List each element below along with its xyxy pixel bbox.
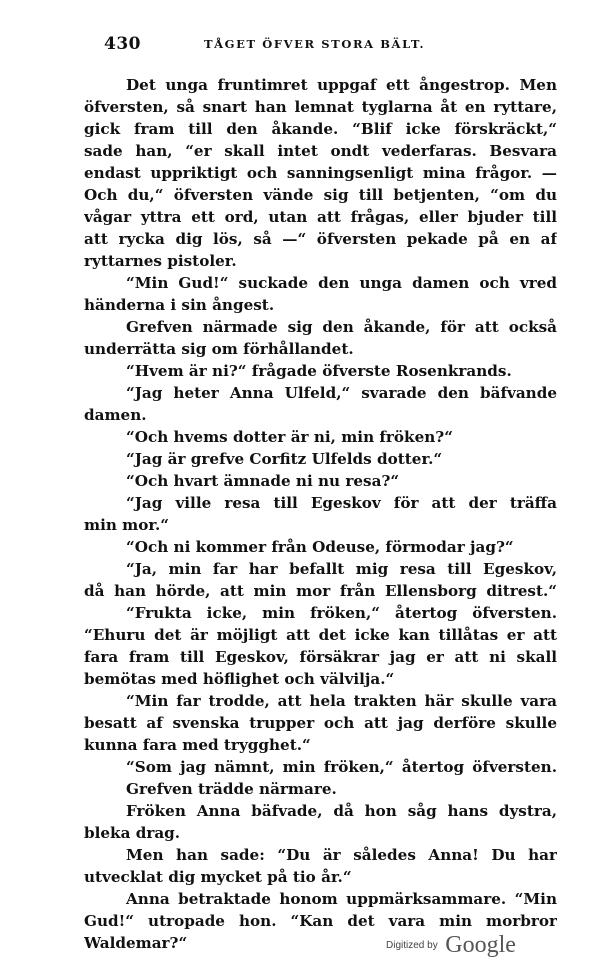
text-line: Fröken Anna bäfvade, då hon såg hans dystra,: [126, 802, 557, 820]
page-number: 430: [104, 34, 141, 54]
text-line: utvecklat dig mycket på tio år.“: [84, 868, 352, 886]
text-line: bemötas med höflighet och välvilja.“: [84, 670, 395, 688]
text-line: Grefven närmade sig den åkande, för att också: [126, 318, 557, 336]
text-line: händerna i sin ångest.: [84, 296, 275, 314]
google-logo: Google: [445, 932, 516, 958]
text-line: “Och hvems dotter är ni, min fröken?“: [126, 428, 453, 446]
text-line: sade han, “er skall intet ondt vederfaras. Besvara: [84, 142, 557, 160]
digitized-by-label: Digitized by: [386, 940, 438, 951]
text-line: ryttarnes pistoler.: [84, 252, 237, 270]
running-title: TÅGET ÖFVER STORA BÄLT.: [204, 37, 426, 51]
text-line: bleka drag.: [84, 824, 181, 842]
text-line: endast uppriktigt och sanningsenligt mina frågor. —: [84, 164, 557, 182]
text-line: kunna fara med trygghet.“: [84, 736, 311, 754]
text-line: “Jag ville resa till Egeskov för att der träffa: [126, 494, 557, 512]
text-line: Grefven trädde närmare.: [126, 780, 337, 798]
digitized-footer: [386, 932, 516, 962]
page-header: [84, 34, 556, 56]
text-line: vågar yttra ett ord, utan att frågas, eller bjuder till: [84, 208, 557, 226]
text-line: “Hvem är ni?“ frågade öfverste Rosenkrands.: [126, 362, 512, 380]
text-line: “Min Gud!“ suckade den unga damen och vred: [126, 274, 557, 292]
text-line: “Min far trodde, att hela trakten här skulle vara: [126, 692, 557, 710]
text-line: gick fram till den åkande. “Blif icke förskräckt,“: [84, 120, 557, 138]
text-line: besatt af svenska trupper och att jag derföre skulle: [84, 714, 557, 732]
text-line: Men han sade: “Du är således Anna! Du har: [126, 846, 557, 864]
text-line: underrätta sig om förhållandet.: [84, 340, 354, 358]
text-line: att rycka dig lös, så —“ öfversten pekade på en af: [84, 230, 557, 248]
text-line: Och du,“ öfversten vände sig till betjenten, “om du: [84, 186, 557, 204]
body-text: [84, 74, 557, 954]
text-line: “Jag är grefve Corfitz Ulfelds dotter.“: [126, 450, 443, 468]
text-line: “Som jag nämnt, min fröken,“ återtog öfversten.: [126, 758, 557, 776]
text-line: Anna betraktade honom uppmärksammare. “Min: [126, 890, 557, 908]
text-line: “Ja, min far har befallt mig resa till Egeskov,: [126, 560, 557, 578]
text-line: öfversten, så snart han lemnat tyglarna åt en ryttare,: [84, 98, 557, 116]
text-line: fara fram till Egeskov, försäkrar jag er att ni skall: [84, 648, 557, 666]
text-line: “Frukta icke, min fröken,“ återtog öfversten.: [126, 604, 557, 622]
text-line: “Ehuru det är möjligt att det icke kan tillåtas er att: [84, 626, 557, 644]
text-line: “Och ni kommer från Odeuse, förmodar jag?“: [126, 538, 514, 556]
text-line: damen.: [84, 406, 147, 424]
text-line: Gud!“ utropade hon. “Kan det vara min morbror: [84, 912, 557, 930]
text-line: då han hörde, att min mor från Ellensborg ditrest.“: [84, 582, 557, 600]
text-line: min mor.“: [84, 516, 169, 534]
text-line: “Och hvart ämnade ni nu resa?“: [126, 472, 400, 490]
text-line: Det unga fruntimret uppgaf ett ångestrop. Men: [126, 76, 557, 94]
text-line: Waldemar?“: [84, 934, 188, 952]
text-line: “Jag heter Anna Ulfeld,“ svarade den bäfvande: [126, 384, 557, 402]
